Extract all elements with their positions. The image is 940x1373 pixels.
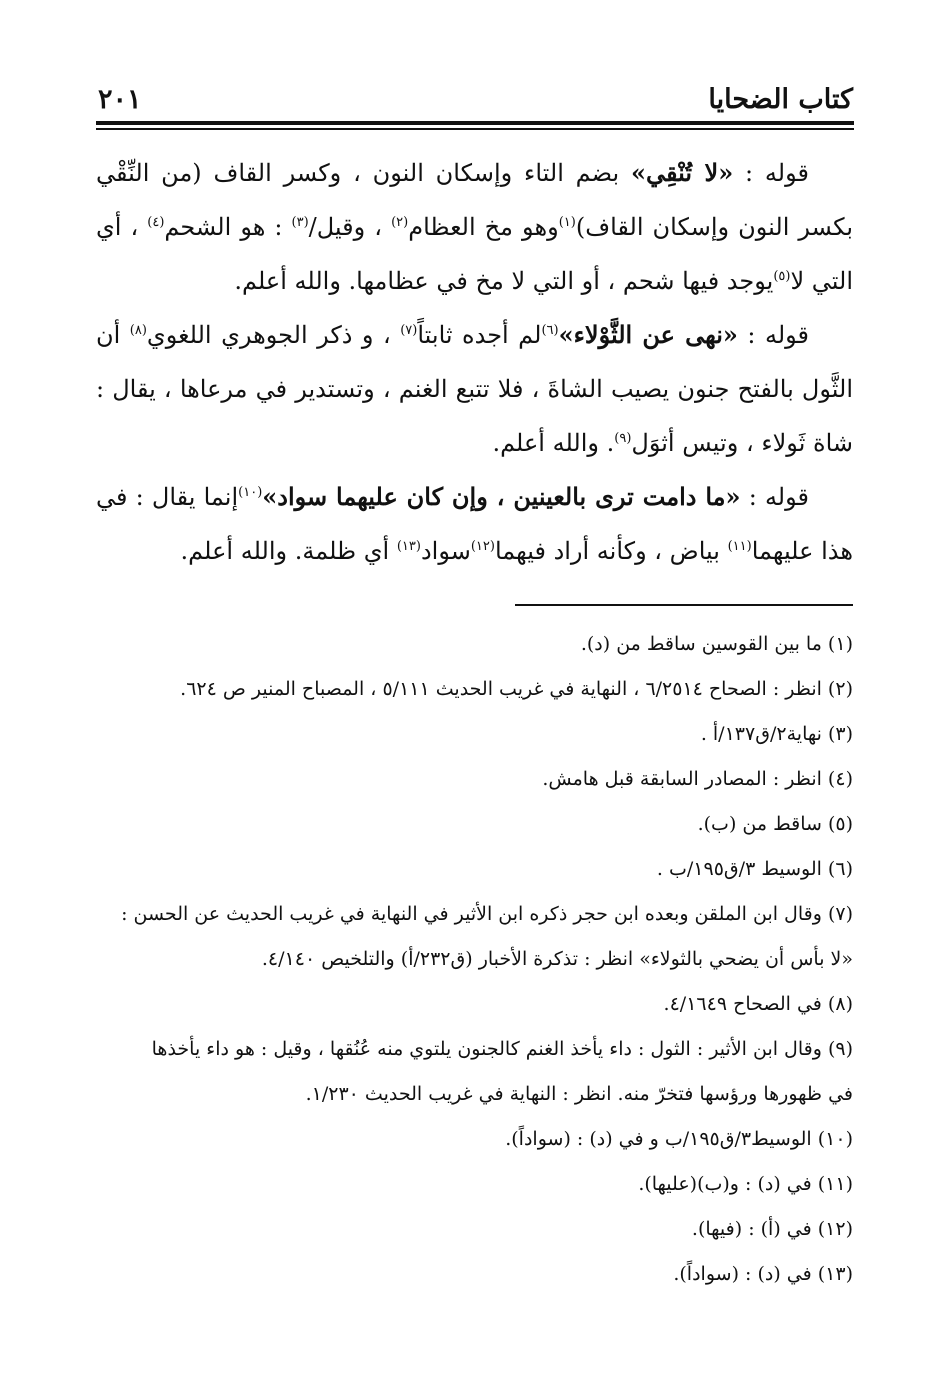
- footnote-8: (٨) في الصحاح ٤/١٦٤٩.: [663, 993, 853, 1015]
- p2-text-4: . والله أعلم.: [492, 429, 615, 457]
- p1-lead: قوله :: [733, 159, 809, 187]
- footnote-5: (٥) ساقط من (ب).: [697, 813, 853, 835]
- footnote-3: (٣) نهاية٢/ق١٣٧/أ .: [700, 723, 853, 745]
- header-rule-thin: [96, 128, 854, 130]
- p3-text-3: سواد: [420, 537, 471, 565]
- page-header: [96, 84, 853, 120]
- p2-lead: قوله :: [737, 321, 809, 349]
- footnote-ref-3: (٣): [291, 215, 309, 230]
- footnote-ref-8: (٨): [129, 323, 147, 338]
- p1-quote: «لا تُنْقِي»: [630, 158, 734, 187]
- footnote-9-continued: في ظهورها ورؤسها فتخرّ منه. انظر : النهاية في غريب الحديث ١/٢٣٠.: [305, 1083, 853, 1105]
- p3-lead: قوله :: [740, 483, 809, 511]
- p1-text-1: بضم التاء وإسكان النون ، وكسر القاف (من النِّقْي بكسر النون وإسكان القاف): [96, 159, 853, 241]
- footnote-ref-12: (١٢): [470, 539, 495, 554]
- p1-text-5: ، أي التي لا: [96, 213, 853, 295]
- footnote-1: (١) ما بين القوسين ساقط من (د).: [580, 633, 853, 655]
- p3-text-2: بياض ، وكأنه أراد فيهما: [494, 537, 728, 565]
- p2-text-1: لم أجده ثابتاً: [417, 321, 542, 349]
- footnote-ref-2: (٢): [391, 215, 409, 230]
- footnote-11: (١١) في (د) : و(ب)(عليها).: [638, 1173, 853, 1195]
- paragraph-1: [96, 146, 853, 308]
- footnote-ref-6: (٦): [541, 323, 559, 338]
- footnote-separator: [515, 604, 853, 606]
- book-title: كتاب الضحايا: [708, 84, 853, 115]
- p1-text-2: وهو مخ العظام: [408, 213, 559, 241]
- footnote-7: (٧) وقال ابن الملقن وبعده ابن حجر ذكره ابن الأثير في النهاية في غريب الحديث عن الحسن :: [121, 903, 853, 925]
- p2-text-3: أن الثَّول بالفتح جنون يصيب الشاةَ ، فلا تتبع الغنم ، وتستدير في مرعاها ، يقال : شاة ثَولاء ، وتيس أثوَل: [96, 321, 853, 457]
- footnote-ref-5: (٥): [773, 269, 791, 284]
- p1-text-3: ، وقيل/: [308, 213, 392, 241]
- p3-text-1: إنما يقال : في هذا عليهما: [96, 483, 853, 565]
- p3-quote: «ما دامت ترى بالعينين ، وإن كان عليهما سواد»: [262, 482, 741, 511]
- footnote-ref-10: (١٠): [238, 485, 263, 500]
- page-number: ٢٠١: [98, 84, 142, 115]
- p2-quote: «نهى عن الثَّوْلاء»: [558, 320, 738, 349]
- p3-text-4: أي ظلمة. والله أعلم.: [180, 537, 397, 565]
- footnote-9: (٩) وقال ابن الأثير : الثول : داء يأخذ الغنم كالجنون يلتوي منه عُنُقها ، وقيل : هو داء يأخذها: [151, 1038, 853, 1060]
- footnote-ref-11: (١١): [727, 539, 752, 554]
- footnote-2: (٢) انظر : الصحاح ٦/٢٥١٤ ، النهاية في غريب الحديث ٥/١١١ ، المصباح المنير ص ٦٢٤.: [180, 678, 853, 700]
- footnote-7-continued: «لا بأس أن يضحي بالثولاء» انظر : تذكرة الأخبار (ق٢٣٢/أ) والتلخيص ٤/١٤٠.: [261, 948, 853, 970]
- footnote-ref-9: (٩): [614, 431, 632, 446]
- footnote-10: (١٠) الوسيط٣/ق١٩٥/ب و في (د) : (سواداً).: [505, 1128, 853, 1150]
- footnote-4: (٤) انظر : المصادر السابقة قبل هامش.: [542, 768, 853, 790]
- paragraph-2: [96, 308, 853, 470]
- header-rule-thick: [96, 121, 854, 125]
- paragraph-3: [96, 470, 853, 578]
- footnote-6: (٦) الوسيط ٣/ق١٩٥/ب .: [656, 858, 853, 880]
- footnote-ref-4: (٤): [147, 215, 165, 230]
- footnote-13: (١٣) في (د) : (سواداً).: [673, 1263, 853, 1285]
- p1-text-6: يوجد فيها شحم ، أو التي لا مخ في عظامها. والله أعلم.: [234, 267, 774, 295]
- footnotes: [96, 622, 853, 1297]
- p1-text-4: : هو الشحم: [164, 213, 292, 241]
- footnote-ref-13: (١٣): [396, 539, 421, 554]
- p2-text-2: ، و ذكر الجوهري اللغوي: [146, 321, 401, 349]
- footnote-ref-7: (٧): [400, 323, 418, 338]
- footnote-12: (١٢) في (أ) : (فيها).: [691, 1218, 853, 1240]
- footnote-ref-1: (١): [558, 215, 576, 230]
- body-text: [96, 146, 853, 578]
